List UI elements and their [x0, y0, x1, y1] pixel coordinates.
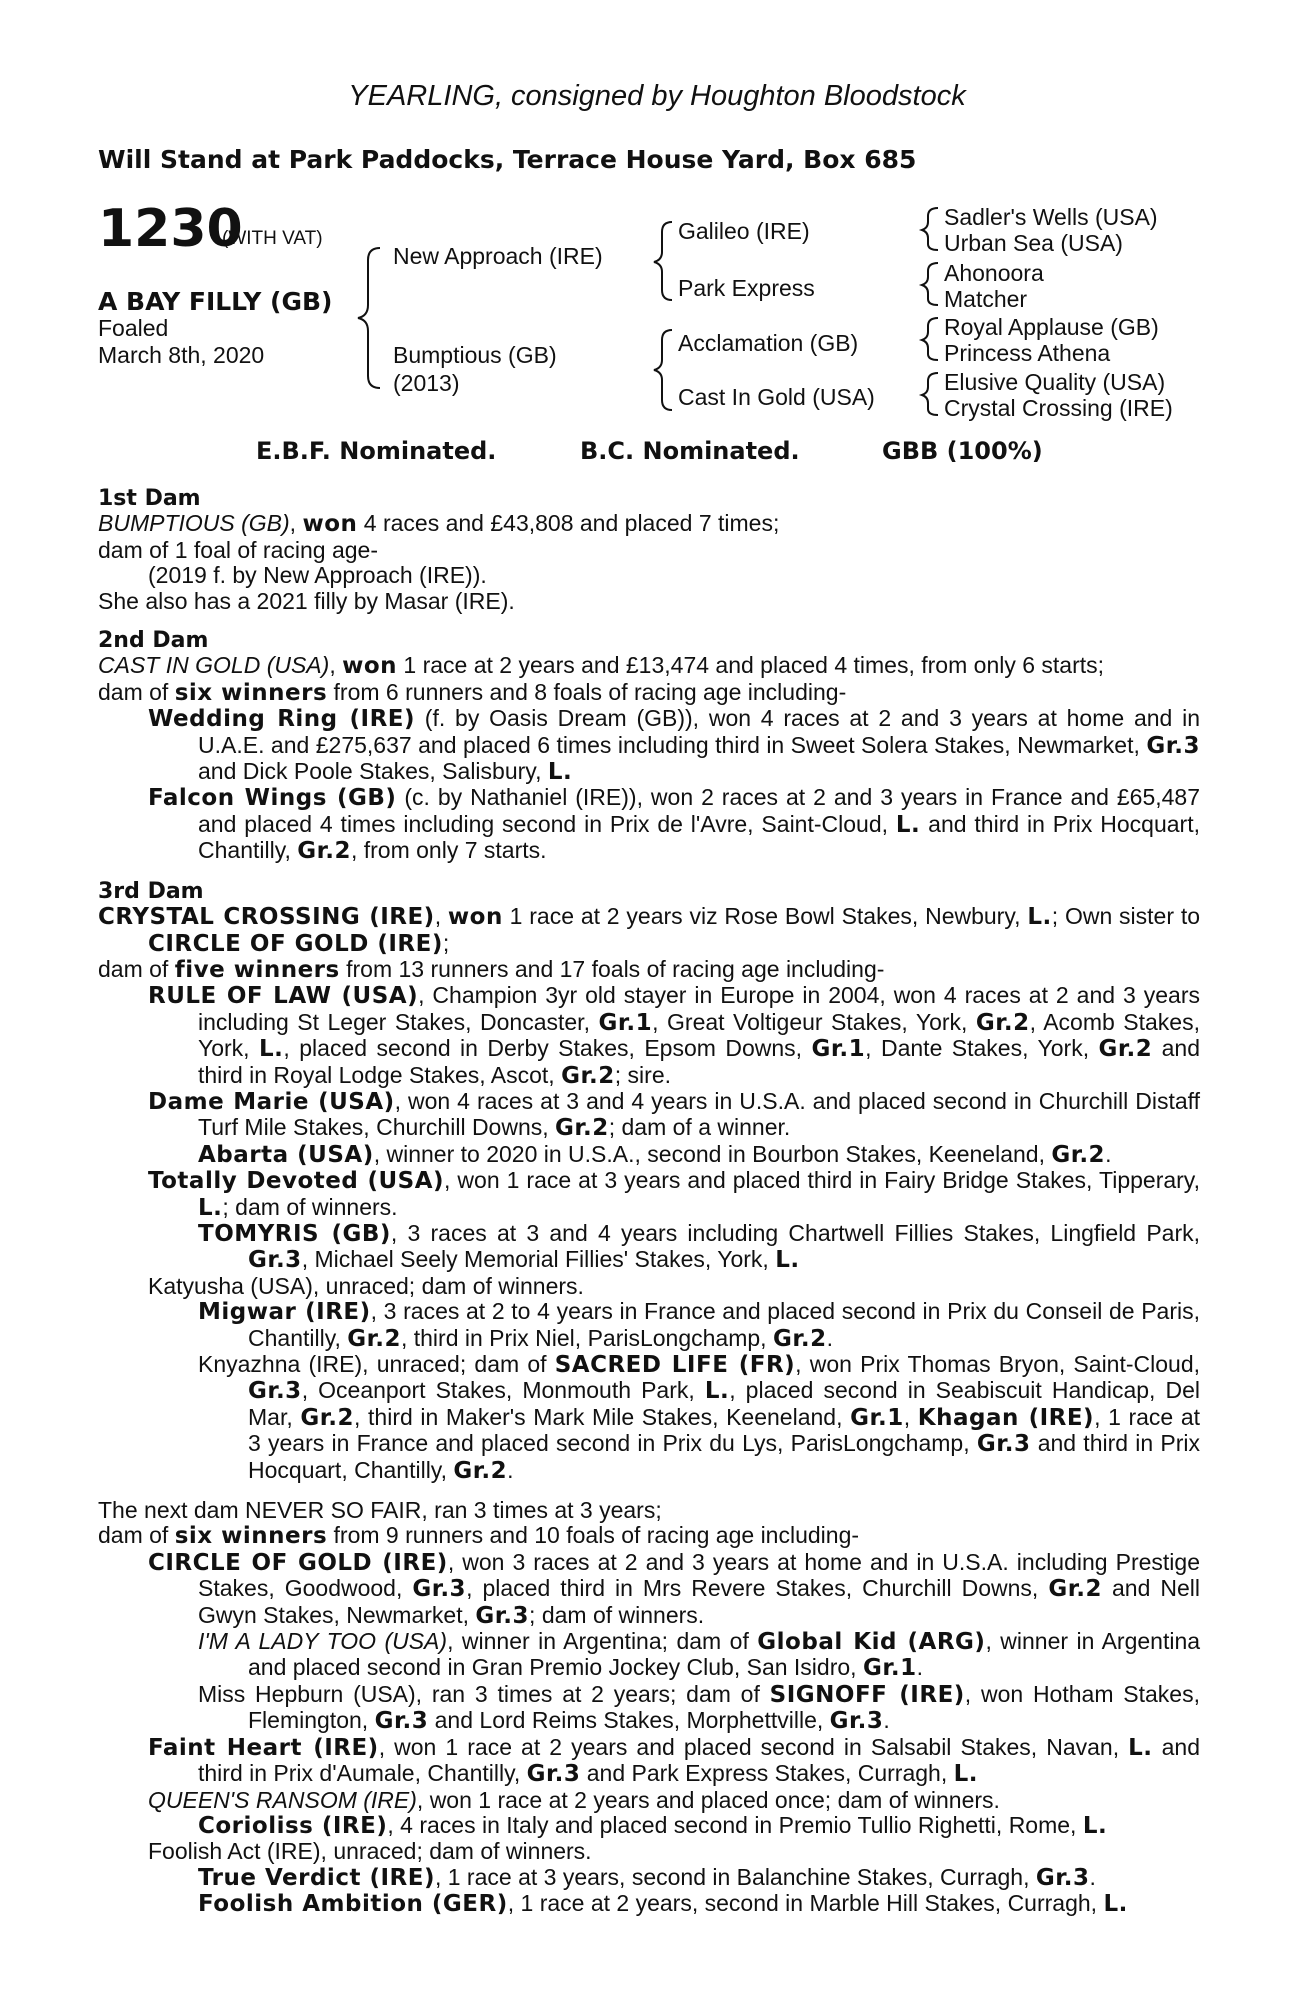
pedigree-notes: [98, 486, 1200, 1918]
bc-nomination: B.C. Nominated.: [580, 437, 800, 465]
pedigree-dam-sire: Acclamation (GB): [678, 330, 859, 356]
page-header: YEARLING, consigned by Houghton Bloodstock: [348, 80, 966, 112]
pedigree-g2: Urban Sea (USA): [944, 230, 1123, 256]
im-a-lady-too-entry: I'M A LADY TOO (USA), winner in Argentina; dam of Global Kid (ARG), winner in Argentina and placed second in Gran Premio Jockey Club, San Isidro, Gr.1.: [198, 1628, 1201, 1682]
pedigree-g5: Royal Applause (GB): [944, 314, 1159, 340]
foaled-date: March 8th, 2020: [98, 342, 265, 368]
first-dam-foal: (2019 f. by New Approach (IRE)).: [148, 562, 487, 589]
gbb-note: GBB (100%): [882, 437, 1043, 465]
third-dam-produce: dam of five winners from 13 runners and 17 foals of racing age including-: [98, 955, 885, 983]
pedigree-sire: New Approach (IRE): [393, 243, 603, 269]
rule-of-law-entry: RULE OF LAW (USA), Champion 3yr old stayer in Europe in 2004, won 4 races at 2 and 3 years including St Leger Stakes, Doncaster, Gr.1, Great Voltigeur Stakes, York, Gr.2, Acomb Stakes, York, L., placed second in Derby Stakes, Epsom Downs, Gr.1, Dante Stakes, York, Gr.2 and third in Royal Lodge Stakes, Ascot, Gr.2; sire.: [148, 982, 1201, 1089]
katyusha-entry: Katyusha (USA), unraced; dam of winners.: [148, 1272, 584, 1299]
pedigree-sire-sire: Galileo (IRE): [678, 218, 810, 244]
faint-heart-entry: Faint Heart (IRE), won 1 race at 2 years and placed second in Salsabil Stakes, Navan, L. and third in Prix d'Aumale, Chantilly, Gr.3 and Park Express Stakes, Curragh, L.: [148, 1733, 1200, 1788]
ebf-nomination: E.B.F. Nominated.: [256, 437, 497, 465]
third-dam-text: CRYSTAL CROSSING (IRE), won 1 race at 2 years viz Rose Bowl Stakes, Newbury, L.; Own sister to CIRCLE OF GOLD (IRE);: [98, 903, 1201, 957]
pedigree-g3: Ahonoora: [944, 260, 1044, 286]
foolish-act-entry: Foolish Act (IRE), unraced; dam of winners.: [148, 1838, 592, 1865]
next-dam-text: The next dam NEVER SO FAIR, ran 3 times at 3 years;: [98, 1497, 662, 1524]
corioliss-entry: Corioliss (IRE), 4 races in Italy and placed second in Premio Tullio Righetti, Rome, L.: [198, 1811, 1108, 1839]
second-dam-heading: 2nd Dam: [98, 628, 209, 654]
abarta-entry: Abarta (USA), winner to 2020 in U.S.A., second in Bourbon Stakes, Keeneland, Gr.2.: [198, 1140, 1112, 1168]
pedigree-sire-dam: Park Express: [678, 275, 815, 301]
lot-number: 1230: [98, 199, 243, 259]
foaled-label: Foaled: [98, 315, 169, 341]
pedigree-dam: Bumptious (GB): [393, 342, 557, 368]
pedigree-g6: Princess Athena: [944, 340, 1111, 366]
pedigree-g1: Sadler's Wells (USA): [944, 204, 1158, 230]
dame-marie-entry: Dame Marie (USA), won 4 races at 3 and 4 years in U.S.A. and placed second in Churchill Distaff Turf Mile Stakes, Churchill Downs, Gr.2; dam of a winner.: [148, 1087, 1200, 1142]
foolish-ambition-entry: Foolish Ambition (GER), 1 race at 2 years, second in Marble Hill Stakes, Curragh, L.: [198, 1890, 1128, 1918]
pedigree-dam-year: (2013): [393, 370, 460, 396]
true-verdict-entry: True Verdict (IRE), 1 race at 3 years, second in Balanchine Stakes, Curragh, Gr.3.: [198, 1863, 1096, 1891]
migwar-entry: Migwar (IRE), 3 races at 2 to 4 years in France and placed second in Prix du Conseil de Paris, Chantilly, Gr.2, third in Prix Niel, ParisLongchamp, Gr.2.: [198, 1298, 1200, 1352]
totally-devoted-entry: Totally Devoted (USA), won 1 race at 3 years and placed third in Fairy Bridge Stakes, Tipperary, L.; dam of winners.: [148, 1167, 1200, 1221]
horse-name: A BAY FILLY (GB): [98, 287, 333, 316]
pedigree-g7: Elusive Quality (USA): [944, 369, 1166, 395]
circle-of-gold-entry: CIRCLE OF GOLD (IRE), won 3 races at 2 and 3 years at home and in U.S.A. including Prestige Stakes, Goodwood, Gr.3, placed third in Mrs Revere Stakes, Churchill Downs, Gr.2 and Nell Gwyn Stakes, Newmarket, Gr.3; dam of winners.: [148, 1548, 1201, 1629]
miss-hepburn-entry: Miss Hepburn (USA), ran 3 times at 2 years; dam of SIGNOFF (IRE), won Hotham Stakes, Flemington, Gr.3 and Lord Reims Stakes, Morphettville, Gr.3.: [198, 1680, 1200, 1735]
vat-note: (WITH VAT): [222, 228, 323, 249]
pedigree-g8: Crystal Crossing (IRE): [944, 395, 1173, 421]
tomyris-entry: TOMYRIS (GB), 3 races at 3 and 4 years including Chartwell Fillies Stakes, Lingfield Park, Gr.3, Michael Seely Memorial Fillies' Stakes, York, L.: [198, 1219, 1200, 1274]
first-dam-note: She also has a 2021 filly by Masar (IRE).: [98, 587, 515, 614]
next-dam-produce: dam of six winners from 9 runners and 10 foals of racing age including-: [98, 1522, 860, 1550]
third-dam-heading: 3rd Dam: [98, 878, 204, 904]
second-dam-text: CAST IN GOLD (USA), won 1 race at 2 years and £13,474 and placed 4 times, from only 6 starts;: [98, 652, 1105, 680]
queens-ransom-entry: QUEEN'S RANSOM (IRE), won 1 race at 2 years and placed once; dam of winners.: [148, 1786, 1000, 1813]
second-dam-produce: dam of six winners from 6 runners and 8 foals of racing age including-: [98, 678, 847, 706]
knyazhna-entry: Knyazhna (IRE), unraced; dam of SACRED LIFE (FR), won Prix Thomas Bryon, Saint-Cloud, Gr.3, Oceanport Stakes, Monmouth Park, L., placed second in Seabiscuit Handicap, Del Mar, Gr.2, third in Maker's Mark Mile Stakes, Keeneland, Gr.1, Khagan (IRE), 1 race at 3 years in France and placed second in Prix du Lys, ParisLongchamp, Gr.3 and third in Prix Hocquart, Chantilly, Gr.2.: [198, 1351, 1201, 1484]
first-dam-text: BUMPTIOUS (GB), won 4 races and £43,808 and placed 7 times; dam of 1 foal of racing age-: [98, 510, 780, 563]
first-dam-heading: 1st Dam: [98, 486, 201, 511]
pedigree-dam-dam: Cast In Gold (USA): [678, 384, 875, 410]
stand-location: Will Stand at Park Paddocks, Terrace House Yard, Box 685: [98, 145, 917, 174]
falcon-wings-entry: Falcon Wings (GB) (c. by Nathaniel (IRE)), won 2 races at 2 and 3 years in France and £65,487 and placed 4 times including second in Prix de l'Avre, Saint-Cloud, L. and third in Prix Hocquart, Chantilly, Gr.2, from only 7 starts.: [148, 784, 1200, 865]
wedding-ring-entry: Wedding Ring (IRE) (f. by Oasis Dream (GB)), won 4 races at 2 and 3 years at home and in U.A.E. and £275,637 and placed 6 times including third in Sweet Solera Stakes, Newmarket, Gr.3 and Dick Poole Stakes, Salisbury, L.: [148, 705, 1200, 786]
pedigree-g4: Matcher: [944, 286, 1028, 312]
